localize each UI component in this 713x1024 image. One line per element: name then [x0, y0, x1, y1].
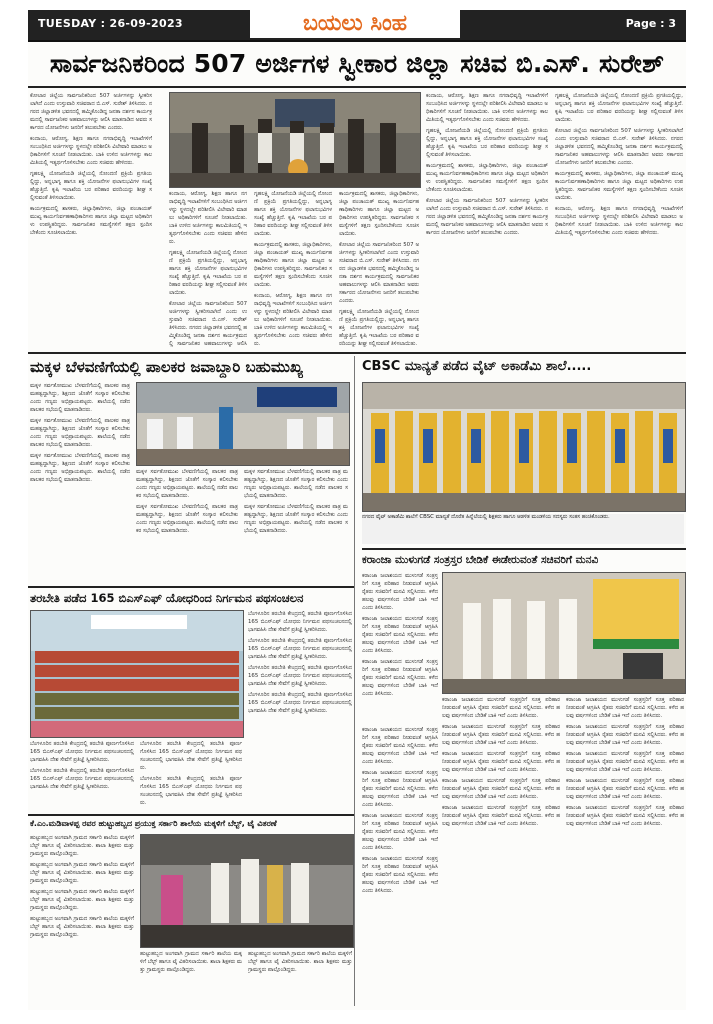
- lead-column-2: ಕಂದಾಯ, ಆರೋಗ್ಯ, ಶಿಕ್ಷಣ ಹಾಗೂ ನಗರಾಭಿವೃದ್ಧಿ ಇಲಾಖೆಗಳಿಗೆ ಸಂಬಂಧಿಸಿದ ಅರ್ಜಿಗಳನ್ನು ಸ್ಥಳದಲ್ಲೇ ಪರಿಶೀಲಿಸಿ ವಿಲೇವಾರಿ ಮಾಡಲು ಅಧಿಕಾರಿಗಳಿಗೆ ಸೂಚನೆ ನೀಡಲಾಯಿತು. ಬಾಕಿ ಉಳಿದ ಅರ್ಜಿಗಳನ್ನು ಕಾಲಮಿತಿಯಲ್ಲಿ ಇತ್ಯರ್ಥಗೊಳಿಸಬೇಕು ಎಂದು ಸಚಿವರು ಹೇಳಿದರು. ಗೃಹಲಕ್ಷ್ಮಿ ಯೋಜನೆಯಡಿ ಜಿಲ್ಲೆಯಲ್ಲಿ ನೋಂದಣಿ ಪ್ರಕ್ರಿಯೆ ಪ್ರಗತಿಯಲ್ಲಿದ್ದು, ಅನ್ನಭಾಗ್ಯ ಹಾಗೂ ಶಕ್ತಿ ಯೋಜನೆಗಳ ಫಲಾನುಭವಿಗಳ ಸಂಖ್ಯೆ ಹೆಚ್ಚುತ್ತಿದೆ. ಕೃಷಿ ಇಲಾಖೆಯ ಬರ ಪರಿಹಾರ ವರದಿಯನ್ನು ಶೀಘ್ರ ಸಲ್ಲಿಸುವಂತೆ ತಿಳಿಸಲಾಯಿತು. ಕೋಲಾರ ಜಿಲ್ಲೆಯ ಸಾರ್ವಜನಿಕರಿಂದ 507 ಅರ್ಜಿಗಳನ್ನು ಸ್ವೀಕರಿಸಲಾಗಿದೆ ಎಂದು ಉಸ್ತುವಾರಿ ಸಚಿವರಾದ ಬಿ.ಎಸ್. ಸುರೇಶ್ ತಿಳಿಸಿದರು. ನಗರದ ಜಿಲ್ಲಾಡಳಿತ ಭವನದಲ್ಲಿ ಹಮ್ಮಿಕೊಂಡಿದ್ದ ಜನತಾ ದರ್ಶನ ಕಾರ್ಯಕ್ರಮದಲ್ಲಿ ಸಾರ್ವಜನಿಕರ ಅಹವಾಲುಗಳನ್ನು ಆಲಿಸಿ: [169, 191, 247, 347]
- lead-column-5: ಕಂದಾಯ, ಆರೋಗ್ಯ, ಶಿಕ್ಷಣ ಹಾಗೂ ನಗರಾಭಿವೃದ್ಧಿ ಇಲಾಖೆಗಳಿಗೆ ಸಂಬಂಧಿಸಿದ ಅರ್ಜಿಗಳನ್ನು ಸ್ಥಳದಲ್ಲೇ ಪರಿಶೀಲಿಸಿ ವಿಲೇವಾರಿ ಮಾಡಲು ಅಧಿಕಾರಿಗಳಿಗೆ ಸೂಚನೆ ನೀಡಲಾಯಿತು. ಬಾಕಿ ಉಳಿದ ಅರ್ಜಿಗಳನ್ನು ಕಾಲಮಿತಿಯಲ್ಲಿ ಇತ್ಯರ್ಥಗೊಳಿಸಬೇಕು ಎಂದು ಸಚಿವರು ಹೇಳಿದರು. ಗೃಹಲಕ್ಷ್ಮಿ ಯೋಜನೆಯಡಿ ಜಿಲ್ಲೆಯಲ್ಲಿ ನೋಂದಣಿ ಪ್ರಕ್ರಿಯೆ ಪ್ರಗತಿಯಲ್ಲಿದ್ದು, ಅನ್ನಭಾಗ್ಯ ಹಾಗೂ ಶಕ್ತಿ ಯೋಜನೆಗಳ ಫಲಾನುಭವಿಗಳ ಸಂಖ್ಯೆ ಹೆಚ್ಚುತ್ತಿದೆ. ಕೃಷಿ ಇಲಾಖೆಯ ಬರ ಪರಿಹಾರ ವರದಿಯನ್ನು ಶೀಘ್ರ ಸಲ್ಲಿಸುವಂತೆ ತಿಳಿಸಲಾಯಿತು. ಕಾರ್ಯಕ್ರಮದಲ್ಲಿ ಶಾಸಕರು, ಜಿಲ್ಲಾಧಿಕಾರಿಗಳು, ಜಿಲ್ಲಾ ಪಂಚಾಯತ್ ಮುಖ್ಯ ಕಾರ್ಯನಿರ್ವಹಣಾಧಿಕಾರಿಗಳು ಹಾಗೂ ಜಿಲ್ಲಾ ಮಟ್ಟದ ಅಧಿಕಾರಿಗಳು ಉಪಸ್ಥಿತರಿದ್ದರು. ಸಾರ್ವಜನಿಕರ ಸಮಸ್ಯೆಗಳಿಗೆ ತಕ್ಷಣ ಸ್ಪಂದಿಸಬೇಕೆಂದು ಸೂಚಿಸಲಾಯಿತು. ಕೋಲಾರ ಜಿಲ್ಲೆಯ ಸಾರ್ವಜನಿಕರಿಂದ 507 ಅರ್ಜಿಗಳನ್ನು ಸ್ವೀಕರಿಸಲಾಗಿದೆ ಎಂದು ಉಸ್ತುವಾರಿ ಸಚಿವರಾದ ಬಿ.ಎಸ್. ಸುರೇಶ್ ತಿಳಿಸಿದರು. ನಗರದ ಜಿಲ್ಲಾಡಳಿತ ಭವನದಲ್ಲಿ ಹಮ್ಮಿಕೊಂಡಿದ್ದ ಜನತಾ ದರ್ಶನ ಕಾರ್ಯಕ್ರಮದಲ್ಲಿ ಸಾರ್ವಜನಿಕರ ಅಹವಾಲುಗಳನ್ನು ಆಲಿಸಿ ಮಾತನಾಡಿದ ಅವರು ಸರ್ಕಾರದ ಯೋಜನೆಗಳು ಜನರಿಗೆ ತಲುಪಬೇಕು ಎಂದರು.: [426, 93, 548, 236]
- divider: [28, 352, 686, 354]
- stage-photo-icon: [137, 383, 349, 465]
- story-birthday-title: ಕೆ.ಎಂ.ಮಡಿವಾಳಪ್ಪ ರವರ ಹುಟ್ಟುಹಬ್ಬದ ಪ್ರಯುಕ್ತ ಸರ್ಕಾರಿ ಶಾಲೆಯ ಮಕ್ಕಳಿಗೆ ಬೆಲ್ಟ್, ಟೈ ವಿತರಣೆ: [30, 819, 277, 828]
- story-bsf-body-3: ಬೆಂಗಳೂರಿನ ತರಬೇತಿ ಕೇಂದ್ರದಲ್ಲಿ ತರಬೇತಿ ಪೂರ್ಣಗೊಳಿಸಿದ 165 ಬಿಎಸ್ಎಫ್ ಯೋಧರು ನಿರ್ಗಮನ ಪಥಸಂಚಲನದಲ್ಲಿ ಭಾಗವಹಿಸಿ ದೇಶ ಸೇವೆಗೆ ಪ್ರತಿಜ್ಞೆ ಸ್ವೀಕರಿಸಿದರು. ಬೆಂಗಳೂರಿನ ತರಬೇತಿ ಕೇಂದ್ರದಲ್ಲಿ ತರಬೇತಿ ಪೂರ್ಣಗೊಳಿಸಿದ 165 ಬಿಎಸ್ಎಫ್ ಯೋಧರು ನಿರ್ಗಮನ ಪಥಸಂಚಲನದಲ್ಲಿ ಭಾಗವಹಿಸಿ ದೇಶ ಸೇವೆಗೆ ಪ್ರತಿಜ್ಞೆ ಸ್ವೀಕರಿಸಿದರು.: [140, 741, 242, 806]
- memorandum-photo-icon: [443, 573, 685, 693]
- story-birthday-body: ಹುಟ್ಟುಹಬ್ಬದ ಅಂಗವಾಗಿ ಗ್ರಾಮದ ಸರ್ಕಾರಿ ಶಾಲೆಯ ಮಕ್ಕಳಿಗೆ ಬೆಲ್ಟ್ ಹಾಗೂ ಟೈ ವಿತರಿಸಲಾಯಿತು. ಶಾಲಾ ಶಿಕ್ಷಕರು ಮತ್ತು ಗ್ರಾಮಸ್ಥರು ಪಾಲ್ಗೊಂಡಿದ್ದರು. ಹುಟ್ಟುಹಬ್ಬದ ಅಂಗವಾಗಿ ಗ್ರಾಮದ ಸರ್ಕಾರಿ ಶಾಲೆಯ ಮಕ್ಕಳಿಗೆ ಬೆಲ್ಟ್ ಹಾಗೂ ಟೈ ವಿತರಿಸಲಾಯಿತು. ಶಾಲಾ ಶಿಕ್ಷಕರು ಮತ್ತು ಗ್ರಾಮಸ್ಥರು ಪಾಲ್ಗೊಂಡಿದ್ದರು. ಹುಟ್ಟುಹಬ್ಬದ ಅಂಗವಾಗಿ ಗ್ರಾಮದ ಸರ್ಕಾರಿ ಶಾಲೆಯ ಮಕ್ಕಳಿಗೆ ಬೆಲ್ಟ್ ಹಾಗೂ ಟೈ ವಿತರಿಸಲಾಯಿತು. ಶಾಲಾ ಶಿಕ್ಷಕರು ಮತ್ತು ಗ್ರಾಮಸ್ಥರು ಪಾಲ್ಗೊಂಡಿದ್ದರು. ಹುಟ್ಟುಹಬ್ಬದ ಅಂಗವಾಗಿ ಗ್ರಾಮದ ಸರ್ಕಾರಿ ಶಾಲೆಯ ಮಕ್ಕಳಿಗೆ ಬೆಲ್ಟ್ ಹಾಗೂ ಟೈ ವಿತರಿಸಲಾಯಿತು. ಶಾಲಾ ಶಿಕ್ಷಕರು ಮತ್ತು ಗ್ರಾಮಸ್ಥರು ಪಾಲ್ಗೊಂಡಿದ್ದರು.: [30, 835, 134, 938]
- divider: [28, 86, 686, 88]
- masthead: [28, 10, 686, 42]
- parade-photo-icon: [31, 611, 243, 737]
- story-bsf-body-2: ಬೆಂಗಳೂರಿನ ತರಬೇತಿ ಕೇಂದ್ರದಲ್ಲಿ ತರಬೇತಿ ಪೂರ್ಣಗೊಳಿಸಿದ 165 ಬಿಎಸ್ಎಫ್ ಯೋಧರು ನಿರ್ಗಮನ ಪಥಸಂಚಲನದಲ್ಲಿ ಭಾಗವಹಿಸಿ ದೇಶ ಸೇವೆಗೆ ಪ್ರತಿಜ್ಞೆ ಸ್ವೀಕರಿಸಿದರು. ಬೆಂಗಳೂರಿನ ತರಬೇತಿ ಕೇಂದ್ರದಲ್ಲಿ ತರಬೇತಿ ಪೂರ್ಣಗೊಳಿಸಿದ 165 ಬಿಎಸ್ಎಫ್ ಯೋಧರು ನಿರ್ಗಮನ ಪಥಸಂಚಲನದಲ್ಲಿ ಭಾಗವಹಿಸಿ ದೇಶ ಸೇವೆಗೆ ಪ್ರತಿಜ್ಞೆ ಸ್ವೀಕರಿಸಿದರು.: [30, 741, 134, 790]
- story-karanja-body-4: ಕರಾಂಜಾ ಜಲಾಶಯದ ಮುಳುಗಡೆ ಸಂತ್ರಸ್ತರಿಗೆ ಸೂಕ್ತ ಪರಿಹಾರ ನೀಡುವಂತೆ ಆಗ್ರಹಿಸಿ ರೈತರು ಸಚಿವರಿಗೆ ಮನವಿ ಸಲ್ಲಿಸಿದರು. ಕಳೆದ ಹಲವು ವರ್ಷಗಳಿಂದ ಬೇಡಿಕೆ ಬಾಕಿ ಇದೆ ಎಂದು ತಿಳಿಸಿದರು. ಕರಾಂಜಾ ಜಲಾಶಯದ ಮುಳುಗಡೆ ಸಂತ್ರಸ್ತರಿಗೆ ಸೂಕ್ತ ಪರಿಹಾರ ನೀಡುವಂತೆ ಆಗ್ರಹಿಸಿ ರೈತರು ಸಚಿವರಿಗೆ ಮನವಿ ಸಲ್ಲಿಸಿದರು. ಕಳೆದ ಹಲವು ವರ್ಷಗಳಿಂದ ಬೇಡಿಕೆ ಬಾಕಿ ಇದೆ ಎಂದು ತಿಳಿಸಿದರು. ಕರಾಂಜಾ ಜಲಾಶಯದ ಮುಳುಗಡೆ ಸಂತ್ರಸ್ತರಿಗೆ ಸೂಕ್ತ ಪರಿಹಾರ ನೀಡುವಂತೆ ಆಗ್ರಹಿಸಿ ರೈತರು ಸಚಿವರಿಗೆ ಮನವಿ ಸಲ್ಲಿಸಿದರು. ಕಳೆದ ಹಲವು ವರ್ಷಗಳಿಂದ ಬೇಡಿಕೆ ಬಾಕಿ ಇದೆ ಎಂದು ತಿಳಿಸಿದರು. ಕರಾಂಜಾ ಜಲಾಶಯದ ಮುಳುಗಡೆ ಸಂತ್ರಸ್ತರಿಗೆ ಸೂಕ್ತ ಪರಿಹಾರ ನೀಡುವಂತೆ ಆಗ್ರಹಿಸಿ ರೈತರು ಸಚಿವರಿಗೆ ಮನವಿ ಸಲ್ಲಿಸಿದರು. ಕಳೆದ ಹಲವು ವರ್ಷಗಳಿಂದ ಬೇಡಿಕೆ ಬಾಕಿ ಇದೆ ಎಂದು ತಿಳಿಸಿದರು.: [362, 727, 438, 894]
- story-parents-photo: [136, 382, 350, 466]
- newspaper-page: [28, 10, 686, 1010]
- story-cbsc-photo: [362, 382, 686, 512]
- story-karanja-body-2: ಕರಾಂಜಾ ಜಲಾಶಯದ ಮುಳುಗಡೆ ಸಂತ್ರಸ್ತರಿಗೆ ಸೂಕ್ತ ಪರಿಹಾರ ನೀಡುವಂತೆ ಆಗ್ರಹಿಸಿ ರೈತರು ಸಚಿವರಿಗೆ ಮನವಿ ಸಲ್ಲಿಸಿದರು. ಕಳೆದ ಹಲವು ವರ್ಷಗಳಿಂದ ಬೇಡಿಕೆ ಬಾಕಿ ಇದೆ ಎಂದು ತಿಳಿಸಿದರು. ಕರಾಂಜಾ ಜಲಾಶಯದ ಮುಳುಗಡೆ ಸಂತ್ರಸ್ತರಿಗೆ ಸೂಕ್ತ ಪರಿಹಾರ ನೀಡುವಂತೆ ಆಗ್ರಹಿಸಿ ರೈತರು ಸಚಿವರಿಗೆ ಮನವಿ ಸಲ್ಲಿಸಿದರು. ಕಳೆದ ಹಲವು ವರ್ಷಗಳಿಂದ ಬೇಡಿಕೆ ಬಾಕಿ ಇದೆ ಎಂದು ತಿಳಿಸಿದರು. ಕರಾಂಜಾ ಜಲಾಶಯದ ಮುಳುಗಡೆ ಸಂತ್ರಸ್ತರಿಗೆ ಸೂಕ್ತ ಪರಿಹಾರ ನೀಡುವಂತೆ ಆಗ್ರಹಿಸಿ ರೈತರು ಸಚಿವರಿಗೆ ಮನವಿ ಸಲ್ಲಿಸಿದರು. ಕಳೆದ ಹಲವು ವರ್ಷಗಳಿಂದ ಬೇಡಿಕೆ ಬಾಕಿ ಇದೆ ಎಂದು ತಿಳಿಸಿದರು. ಕರಾಂಜಾ ಜಲಾಶಯದ ಮುಳುಗಡೆ ಸಂತ್ರಸ್ತರಿಗೆ ಸೂಕ್ತ ಪರಿಹಾರ ನೀಡುವಂತೆ ಆಗ್ರಹಿಸಿ ರೈತರು ಸಚಿವರಿಗೆ ಮನವಿ ಸಲ್ಲಿಸಿದರು. ಕಳೆದ ಹಲವು ವರ್ಷಗಳಿಂದ ಬೇಡಿಕೆ ಬಾಕಿ ಇದೆ ಎಂದು ತಿಳಿಸಿದರು. ಕರಾಂಜಾ ಜಲಾಶಯದ ಮುಳುಗಡೆ ಸಂತ್ರಸ್ತರಿಗೆ ಸೂಕ್ತ ಪರಿಹಾರ ನೀಡುವಂತೆ ಆಗ್ರಹಿಸಿ ರೈತರು ಸಚಿವರಿಗೆ ಮನವಿ ಸಲ್ಲಿಸಿದರು. ಕಳೆದ ಹಲವು ವರ್ಷಗಳಿಂದ ಬೇಡಿಕೆ ಬಾಕಿ ಇದೆ ಎಂದು ತಿಳಿಸಿದರು.: [442, 697, 560, 827]
- newspaper-logo: ಬಯಲು ಸಿಂಹ: [250, 8, 460, 38]
- story-birthday-photo: [140, 834, 354, 948]
- story-parents-body: ಮಕ್ಕಳ ಸರ್ವತೋಮುಖ ಬೆಳವಣಿಗೆಯಲ್ಲಿ ಪಾಲಕರ ಪಾತ್ರ ಮಹತ್ವದ್ದಾಗಿದ್ದು, ಶಿಕ್ಷಣದ ಜೊತೆಗೆ ಸಂಸ್ಕಾರ ಕಲಿಸಬೇಕು ಎಂದು ಗಣ್ಯರು ಅಭಿಪ್ರಾಯಪಟ್ಟರು. ಶಾಲೆಯಲ್ಲಿ ನಡೆದ ಪಾಲಕರ ಸಭೆಯಲ್ಲಿ ಮಾತನಾಡಿದರು. ಮಕ್ಕಳ ಸರ್ವತೋಮುಖ ಬೆಳವಣಿಗೆಯಲ್ಲಿ ಪಾಲಕರ ಪಾತ್ರ ಮಹತ್ವದ್ದಾಗಿದ್ದು, ಶಿಕ್ಷಣದ ಜೊತೆಗೆ ಸಂಸ್ಕಾರ ಕಲಿಸಬೇಕು ಎಂದು ಗಣ್ಯರು ಅಭಿಪ್ರಾಯಪಟ್ಟರು. ಶಾಲೆಯಲ್ಲಿ ನಡೆದ ಪಾಲಕರ ಸಭೆಯಲ್ಲಿ ಮಾತನಾಡಿದರು. ಮಕ್ಕಳ ಸರ್ವತೋಮುಖ ಬೆಳವಣಿಗೆಯಲ್ಲಿ ಪಾಲಕರ ಪಾತ್ರ ಮಹತ್ವದ್ದಾಗಿದ್ದು, ಶಿಕ್ಷಣದ ಜೊತೆಗೆ ಸಂಸ್ಕಾರ ಕಲಿಸಬೇಕು ಎಂದು ಗಣ್ಯರು ಅಭಿಪ್ರಾಯಪಟ್ಟರು. ಶಾಲೆಯಲ್ಲಿ ನಡೆದ ಪಾಲಕರ ಸಭೆಯಲ್ಲಿ ಮಾತನಾಡಿದರು.: [30, 383, 130, 483]
- lead-headline: ಸಾರ್ವಜನಿಕರಿಂದ 507 ಅರ್ಜಿಗಳ ಸ್ವೀಕಾರ ಜಿಲ್ಲಾ ಸಚಿವ ಬಿ.ಎಸ್. ಸುರೇಶ್: [49, 49, 665, 78]
- story-bsf-body: ಬೆಂಗಳೂರಿನ ತರಬೇತಿ ಕೇಂದ್ರದಲ್ಲಿ ತರಬೇತಿ ಪೂರ್ಣಗೊಳಿಸಿದ 165 ಬಿಎಸ್ಎಫ್ ಯೋಧರು ನಿರ್ಗಮನ ಪಥಸಂಚಲನದಲ್ಲಿ ಭಾಗವಹಿಸಿ ದೇಶ ಸೇವೆಗೆ ಪ್ರತಿಜ್ಞೆ ಸ್ವೀಕರಿಸಿದರು. ಬೆಂಗಳೂರಿನ ತರಬೇತಿ ಕೇಂದ್ರದಲ್ಲಿ ತರಬೇತಿ ಪೂರ್ಣಗೊಳಿಸಿದ 165 ಬಿಎಸ್ಎಫ್ ಯೋಧರು ನಿರ್ಗಮನ ಪಥಸಂಚಲನದಲ್ಲಿ ಭಾಗವಹಿಸಿ ದೇಶ ಸೇವೆಗೆ ಪ್ರತಿಜ್ಞೆ ಸ್ವೀಕರಿಸಿದರು. ಬೆಂಗಳೂರಿನ ತರಬೇತಿ ಕೇಂದ್ರದಲ್ಲಿ ತರಬೇತಿ ಪೂರ್ಣಗೊಳಿಸಿದ 165 ಬಿಎಸ್ಎಫ್ ಯೋಧರು ನಿರ್ಗಮನ ಪಥಸಂಚಲನದಲ್ಲಿ ಭಾಗವಹಿಸಿ ದೇಶ ಸೇವೆಗೆ ಪ್ರತಿಜ್ಞೆ ಸ್ವೀಕರಿಸಿದರು. ಬೆಂಗಳೂರಿನ ತರಬೇತಿ ಕೇಂದ್ರದಲ್ಲಿ ತರಬೇತಿ ಪೂರ್ಣಗೊಳಿಸಿದ 165 ಬಿಎಸ್ಎಫ್ ಯೋಧರು ನಿರ್ಗಮನ ಪಥಸಂಚಲನದಲ್ಲಿ ಭಾಗವಹಿಸಿ ದೇಶ ಸೇವೆಗೆ ಪ್ರತಿಜ್ಞೆ ಸ್ವೀಕರಿಸಿದರು.: [248, 611, 352, 714]
- story-bsf-title: ತರಬೇತಿ ಪಡೆದ 165 ಬಿಎಸ್ಎಫ್ ಯೋಧರಿಂದ ನಿರ್ಗಮನ ಪಥಸಂಚಲನ: [30, 591, 304, 605]
- story-cbsc-caption: ನಗರದ ವೈಟ್ ಅಕಾಡೆಮಿ ಶಾಲೆಗೆ CBSC ಮಾನ್ಯತೆ ದೊರೆತ ಹಿನ್ನೆಲೆಯಲ್ಲಿ ಶಿಕ್ಷಕರು ಹಾಗೂ ಆಡಳಿತ ಮಂಡಳಿಯ ಸದಸ್ಯರು ಸಂತಸ ಹಂಚಿಕೊಂಡರು.: [362, 514, 684, 544]
- lead-column-4: ಕಾರ್ಯಕ್ರಮದಲ್ಲಿ ಶಾಸಕರು, ಜಿಲ್ಲಾಧಿಕಾರಿಗಳು, ಜಿಲ್ಲಾ ಪಂಚಾಯತ್ ಮುಖ್ಯ ಕಾರ್ಯನಿರ್ವಹಣಾಧಿಕಾರಿಗಳು ಹಾಗೂ ಜಿಲ್ಲಾ ಮಟ್ಟದ ಅಧಿಕಾರಿಗಳು ಉಪಸ್ಥಿತರಿದ್ದರು. ಸಾರ್ವಜನಿಕರ ಸಮಸ್ಯೆಗಳಿಗೆ ತಕ್ಷಣ ಸ್ಪಂದಿಸಬೇಕೆಂದು ಸೂಚಿಸಲಾಯಿತು. ಕೋಲಾರ ಜಿಲ್ಲೆಯ ಸಾರ್ವಜನಿಕರಿಂದ 507 ಅರ್ಜಿಗಳನ್ನು ಸ್ವೀಕರಿಸಲಾಗಿದೆ ಎಂದು ಉಸ್ತುವಾರಿ ಸಚಿವರಾದ ಬಿ.ಎಸ್. ಸುರೇಶ್ ತಿಳಿಸಿದರು. ನಗರದ ಜಿಲ್ಲಾಡಳಿತ ಭವನದಲ್ಲಿ ಹಮ್ಮಿಕೊಂಡಿದ್ದ ಜನತಾ ದರ್ಶನ ಕಾರ್ಯಕ್ರಮದಲ್ಲಿ ಸಾರ್ವಜನಿಕರ ಅಹವಾಲುಗಳನ್ನು ಆಲಿಸಿ ಮಾತನಾಡಿದ ಅವರು ಸರ್ಕಾರದ ಯೋಜನೆಗಳು ಜನರಿಗೆ ತಲುಪಬೇಕು ಎಂದರು. ಗೃಹಲಕ್ಷ್ಮಿ ಯೋಜನೆಯಡಿ ಜಿಲ್ಲೆಯಲ್ಲಿ ನೋಂದಣಿ ಪ್ರಕ್ರಿಯೆ ಪ್ರಗತಿಯಲ್ಲಿದ್ದು, ಅನ್ನಭಾಗ್ಯ ಹಾಗೂ ಶಕ್ತಿ ಯೋಜನೆಗಳ ಫಲಾನುಭವಿಗಳ ಸಂಖ್ಯೆ ಹೆಚ್ಚುತ್ತಿದೆ. ಕೃಷಿ ಇಲಾಖೆಯ ಬರ ಪರಿಹಾರ ವರದಿಯನ್ನು ಶೀಘ್ರ ಸಲ್ಲಿಸುವಂತೆ ತಿಳಿಸಲಾಯಿತು.: [339, 191, 419, 347]
- lead-column-6: ಗೃಹಲಕ್ಷ್ಮಿ ಯೋಜನೆಯಡಿ ಜಿಲ್ಲೆಯಲ್ಲಿ ನೋಂದಣಿ ಪ್ರಕ್ರಿಯೆ ಪ್ರಗತಿಯಲ್ಲಿದ್ದು, ಅನ್ನಭಾಗ್ಯ ಹಾಗೂ ಶಕ್ತಿ ಯೋಜನೆಗಳ ಫಲಾನುಭವಿಗಳ ಸಂಖ್ಯೆ ಹೆಚ್ಚುತ್ತಿದೆ. ಕೃಷಿ ಇಲಾಖೆಯ ಬರ ಪರಿಹಾರ ವರದಿಯನ್ನು ಶೀಘ್ರ ಸಲ್ಲಿಸುವಂತೆ ತಿಳಿಸಲಾಯಿತು. ಕೋಲಾರ ಜಿಲ್ಲೆಯ ಸಾರ್ವಜನಿಕರಿಂದ 507 ಅರ್ಜಿಗಳನ್ನು ಸ್ವೀಕರಿಸಲಾಗಿದೆ ಎಂದು ಉಸ್ತುವಾರಿ ಸಚಿವರಾದ ಬಿ.ಎಸ್. ಸುರೇಶ್ ತಿಳಿಸಿದರು. ನಗರದ ಜಿಲ್ಲಾಡಳಿತ ಭವನದಲ್ಲಿ ಹಮ್ಮಿಕೊಂಡಿದ್ದ ಜನತಾ ದರ್ಶನ ಕಾರ್ಯಕ್ರಮದಲ್ಲಿ ಸಾರ್ವಜನಿಕರ ಅಹವಾಲುಗಳನ್ನು ಆಲಿಸಿ ಮಾತನಾಡಿದ ಅವರು ಸರ್ಕಾರದ ಯೋಜನೆಗಳು ಜನರಿಗೆ ತಲುಪಬೇಕು ಎಂದರು. ಕಾರ್ಯಕ್ರಮದಲ್ಲಿ ಶಾಸಕರು, ಜಿಲ್ಲಾಧಿಕಾರಿಗಳು, ಜಿಲ್ಲಾ ಪಂಚಾಯತ್ ಮುಖ್ಯ ಕಾರ್ಯನಿರ್ವಹಣಾಧಿಕಾರಿಗಳು ಹಾಗೂ ಜಿಲ್ಲಾ ಮಟ್ಟದ ಅಧಿಕಾರಿಗಳು ಉಪಸ್ಥಿತರಿದ್ದರು. ಸಾರ್ವಜನಿಕರ ಸಮಸ್ಯೆಗಳಿಗೆ ತಕ್ಷಣ ಸ್ಪಂದಿಸಬೇಕೆಂದು ಸೂಚಿಸಲಾಯಿತು. ಕಂದಾಯ, ಆರೋಗ್ಯ, ಶಿಕ್ಷಣ ಹಾಗೂ ನಗರಾಭಿವೃದ್ಧಿ ಇಲಾಖೆಗಳಿಗೆ ಸಂಬಂಧಿಸಿದ ಅರ್ಜಿಗಳನ್ನು ಸ್ಥಳದಲ್ಲೇ ಪರಿಶೀಲಿಸಿ ವಿಲೇವಾರಿ ಮಾಡಲು ಅಧಿಕಾರಿಗಳಿಗೆ ಸೂಚನೆ ನೀಡಲಾಯಿತು. ಬಾಕಿ ಉಳಿದ ಅರ್ಜಿಗಳನ್ನು ಕಾಲಮಿತಿಯಲ್ಲಿ ಇತ್ಯರ್ಥಗೊಳಿಸಬೇಕು ಎಂದು ಸಚಿವರು ಹೇಳಿದರು.: [555, 93, 683, 236]
- school-event-photo-icon: [141, 835, 353, 947]
- story-parents-body-3: ಮಕ್ಕಳ ಸರ್ವತೋಮುಖ ಬೆಳವಣಿಗೆಯಲ್ಲಿ ಪಾಲಕರ ಪಾತ್ರ ಮಹತ್ವದ್ದಾಗಿದ್ದು, ಶಿಕ್ಷಣದ ಜೊತೆಗೆ ಸಂಸ್ಕಾರ ಕಲಿಸಬೇಕು ಎಂದು ಗಣ್ಯರು ಅಭಿಪ್ರಾಯಪಟ್ಟರು. ಶಾಲೆಯಲ್ಲಿ ನಡೆದ ಪಾಲಕರ ಸಭೆಯಲ್ಲಿ ಮಾತನಾಡಿದರು. ಮಕ್ಕಳ ಸರ್ವತೋಮುಖ ಬೆಳವಣಿಗೆಯಲ್ಲಿ ಪಾಲಕರ ಪಾತ್ರ ಮಹತ್ವದ್ದಾಗಿದ್ದು, ಶಿಕ್ಷಣದ ಜೊತೆಗೆ ಸಂಸ್ಕಾರ ಕಲಿಸಬೇಕು ಎಂದು ಗಣ್ಯರು ಅಭಿಪ್ರಾಯಪಟ್ಟರು. ಶಾಲೆಯಲ್ಲಿ ನಡೆದ ಪಾಲಕರ ಸಭೆಯಲ್ಲಿ ಮಾತನಾಡಿದರು.: [244, 469, 348, 534]
- story-birthday-body-2: ಹುಟ್ಟುಹಬ್ಬದ ಅಂಗವಾಗಿ ಗ್ರಾಮದ ಸರ್ಕಾರಿ ಶಾಲೆಯ ಮಕ್ಕಳಿಗೆ ಬೆಲ್ಟ್ ಹಾಗೂ ಟೈ ವಿತರಿಸಲಾಯಿತು. ಶಾಲಾ ಶಿಕ್ಷಕರು ಮತ್ತು ಗ್ರಾಮಸ್ಥರು ಪಾಲ್ಗೊಂಡಿದ್ದರು.: [140, 951, 242, 973]
- story-karanja-body-3: ಕರಾಂಜಾ ಜಲಾಶಯದ ಮುಳುಗಡೆ ಸಂತ್ರಸ್ತರಿಗೆ ಸೂಕ್ತ ಪರಿಹಾರ ನೀಡುವಂತೆ ಆಗ್ರಹಿಸಿ ರೈತರು ಸಚಿವರಿಗೆ ಮನವಿ ಸಲ್ಲಿಸಿದರು. ಕಳೆದ ಹಲವು ವರ್ಷಗಳಿಂದ ಬೇಡಿಕೆ ಬಾಕಿ ಇದೆ ಎಂದು ತಿಳಿಸಿದರು. ಕರಾಂಜಾ ಜಲಾಶಯದ ಮುಳುಗಡೆ ಸಂತ್ರಸ್ತರಿಗೆ ಸೂಕ್ತ ಪರಿಹಾರ ನೀಡುವಂತೆ ಆಗ್ರಹಿಸಿ ರೈತರು ಸಚಿವರಿಗೆ ಮನವಿ ಸಲ್ಲಿಸಿದರು. ಕಳೆದ ಹಲವು ವರ್ಷಗಳಿಂದ ಬೇಡಿಕೆ ಬಾಕಿ ಇದೆ ಎಂದು ತಿಳಿಸಿದರು. ಕರಾಂಜಾ ಜಲಾಶಯದ ಮುಳುಗಡೆ ಸಂತ್ರಸ್ತರಿಗೆ ಸೂಕ್ತ ಪರಿಹಾರ ನೀಡುವಂತೆ ಆಗ್ರಹಿಸಿ ರೈತರು ಸಚಿವರಿಗೆ ಮನವಿ ಸಲ್ಲಿಸಿದರು. ಕಳೆದ ಹಲವು ವರ್ಷಗಳಿಂದ ಬೇಡಿಕೆ ಬಾಕಿ ಇದೆ ಎಂದು ತಿಳಿಸಿದರು. ಕರಾಂಜಾ ಜಲಾಶಯದ ಮುಳುಗಡೆ ಸಂತ್ರಸ್ತರಿಗೆ ಸೂಕ್ತ ಪರಿಹಾರ ನೀಡುವಂತೆ ಆಗ್ರಹಿಸಿ ರೈತರು ಸಚಿವರಿಗೆ ಮನವಿ ಸಲ್ಲಿಸಿದರು. ಕಳೆದ ಹಲವು ವರ್ಷಗಳಿಂದ ಬೇಡಿಕೆ ಬಾಕಿ ಇದೆ ಎಂದು ತಿಳಿಸಿದರು. ಕರಾಂಜಾ ಜಲಾಶಯದ ಮುಳುಗಡೆ ಸಂತ್ರಸ್ತರಿಗೆ ಸೂಕ್ತ ಪರಿಹಾರ ನೀಡುವಂತೆ ಆಗ್ರಹಿಸಿ ರೈತರು ಸಚಿವರಿಗೆ ಮನವಿ ಸಲ್ಲಿಸಿದರು. ಕಳೆದ ಹಲವು ವರ್ಷಗಳಿಂದ ಬೇಡಿಕೆ ಬಾಕಿ ಇದೆ ಎಂದು ತಿಳಿಸಿದರು.: [566, 697, 684, 827]
- lead-column-1: ಕೋಲಾರ ಜಿಲ್ಲೆಯ ಸಾರ್ವಜನಿಕರಿಂದ 507 ಅರ್ಜಿಗಳನ್ನು ಸ್ವೀಕರಿಸಲಾಗಿದೆ ಎಂದು ಉಸ್ತುವಾರಿ ಸಚಿವರಾದ ಬಿ.ಎಸ್. ಸುರೇಶ್ ತಿಳಿಸಿದರು. ನಗರದ ಜಿಲ್ಲಾಡಳಿತ ಭವನದಲ್ಲಿ ಹಮ್ಮಿಕೊಂಡಿದ್ದ ಜನತಾ ದರ್ಶನ ಕಾರ್ಯಕ್ರಮದಲ್ಲಿ ಸಾರ್ವಜನಿಕರ ಅಹವಾಲುಗಳನ್ನು ಆಲಿಸಿ ಮಾತನಾಡಿದ ಅವರು ಸರ್ಕಾರದ ಯೋಜನೆಗಳು ಜನರಿಗೆ ತಲುಪಬೇಕು ಎಂದರು. ಕಂದಾಯ, ಆರೋಗ್ಯ, ಶಿಕ್ಷಣ ಹಾಗೂ ನಗರಾಭಿವೃದ್ಧಿ ಇಲಾಖೆಗಳಿಗೆ ಸಂಬಂಧಿಸಿದ ಅರ್ಜಿಗಳನ್ನು ಸ್ಥಳದಲ್ಲೇ ಪರಿಶೀಲಿಸಿ ವಿಲೇವಾರಿ ಮಾಡಲು ಅಧಿಕಾರಿಗಳಿಗೆ ಸೂಚನೆ ನೀಡಲಾಯಿತು. ಬಾಕಿ ಉಳಿದ ಅರ್ಜಿಗಳನ್ನು ಕಾಲಮಿತಿಯಲ್ಲಿ ಇತ್ಯರ್ಥಗೊಳಿಸಬೇಕು ಎಂದು ಸಚಿವರು ಹೇಳಿದರು. ಗೃಹಲಕ್ಷ್ಮಿ ಯೋಜನೆಯಡಿ ಜಿಲ್ಲೆಯಲ್ಲಿ ನೋಂದಣಿ ಪ್ರಕ್ರಿಯೆ ಪ್ರಗತಿಯಲ್ಲಿದ್ದು, ಅನ್ನಭಾಗ್ಯ ಹಾಗೂ ಶಕ್ತಿ ಯೋಜನೆಗಳ ಫಲಾನುಭವಿಗಳ ಸಂಖ್ಯೆ ಹೆಚ್ಚುತ್ತಿದೆ. ಕೃಷಿ ಇಲಾಖೆಯ ಬರ ಪರಿಹಾರ ವರದಿಯನ್ನು ಶೀಘ್ರ ಸಲ್ಲಿಸುವಂತೆ ತಿಳಿಸಲಾಯಿತು. ಕಾರ್ಯಕ್ರಮದಲ್ಲಿ ಶಾಸಕರು, ಜಿಲ್ಲಾಧಿಕಾರಿಗಳು, ಜಿಲ್ಲಾ ಪಂಚಾಯತ್ ಮುಖ್ಯ ಕಾರ್ಯನಿರ್ವಹಣಾಧಿಕಾರಿಗಳು ಹಾಗೂ ಜಿಲ್ಲಾ ಮಟ್ಟದ ಅಧಿಕಾರಿಗಳು ಉಪಸ್ಥಿತರಿದ್ದರು. ಸಾರ್ವಜನಿಕರ ಸಮಸ್ಯೆಗಳಿಗೆ ತಕ್ಷಣ ಸ್ಪಂದಿಸಬೇಕೆಂದು ಸೂಚಿಸಲಾಯಿತು.: [30, 93, 152, 236]
- story-parents-title: ಮಕ್ಕಳ ಬೆಳವಣಿಗೆಯಲ್ಲಿ ಪಾಲಕರ ಜವಾಬ್ದಾರಿ ಬಹುಮುಖ್ಯ: [30, 358, 303, 376]
- column-rule: [354, 356, 355, 1006]
- issue-date: TUESDAY : 26-09-2023: [38, 17, 183, 30]
- lead-column-3: ಗೃಹಲಕ್ಷ್ಮಿ ಯೋಜನೆಯಡಿ ಜಿಲ್ಲೆಯಲ್ಲಿ ನೋಂದಣಿ ಪ್ರಕ್ರಿಯೆ ಪ್ರಗತಿಯಲ್ಲಿದ್ದು, ಅನ್ನಭಾಗ್ಯ ಹಾಗೂ ಶಕ್ತಿ ಯೋಜನೆಗಳ ಫಲಾನುಭವಿಗಳ ಸಂಖ್ಯೆ ಹೆಚ್ಚುತ್ತಿದೆ. ಕೃಷಿ ಇಲಾಖೆಯ ಬರ ಪರಿಹಾರ ವರದಿಯನ್ನು ಶೀಘ್ರ ಸಲ್ಲಿಸುವಂತೆ ತಿಳಿಸಲಾಯಿತು. ಕಾರ್ಯಕ್ರಮದಲ್ಲಿ ಶಾಸಕರು, ಜಿಲ್ಲಾಧಿಕಾರಿಗಳು, ಜಿಲ್ಲಾ ಪಂಚಾಯತ್ ಮುಖ್ಯ ಕಾರ್ಯನಿರ್ವಹಣಾಧಿಕಾರಿಗಳು ಹಾಗೂ ಜಿಲ್ಲಾ ಮಟ್ಟದ ಅಧಿಕಾರಿಗಳು ಉಪಸ್ಥಿತರಿದ್ದರು. ಸಾರ್ವಜನಿಕರ ಸಮಸ್ಯೆಗಳಿಗೆ ತಕ್ಷಣ ಸ್ಪಂದಿಸಬೇಕೆಂದು ಸೂಚಿಸಲಾಯಿತು. ಕಂದಾಯ, ಆರೋಗ್ಯ, ಶಿಕ್ಷಣ ಹಾಗೂ ನಗರಾಭಿವೃದ್ಧಿ ಇಲಾಖೆಗಳಿಗೆ ಸಂಬಂಧಿಸಿದ ಅರ್ಜಿಗಳನ್ನು ಸ್ಥಳದಲ್ಲೇ ಪರಿಶೀಲಿಸಿ ವಿಲೇವಾರಿ ಮಾಡಲು ಅಧಿಕಾರಿಗಳಿಗೆ ಸೂಚನೆ ನೀಡಲಾಯಿತು. ಬಾಕಿ ಉಳಿದ ಅರ್ಜಿಗಳನ್ನು ಕಾಲಮಿತಿಯಲ್ಲಿ ಇತ್ಯರ್ಥಗೊಳಿಸಬೇಕು ಎಂದು ಸಚಿವರು ಹೇಳಿದರು.: [254, 191, 332, 347]
- story-karanja-photo: [442, 572, 686, 694]
- lead-photo: [169, 92, 421, 188]
- meeting-photo-icon: [170, 93, 420, 187]
- story-cbsc-title: CBSC ಮಾನ್ಯತೆ ಪಡೆದ ವೈಟ್ ಅಕಾಡೆಮಿ ಶಾಲೆ.....: [362, 359, 592, 374]
- story-parents-body-2: ಮಕ್ಕಳ ಸರ್ವತೋಮುಖ ಬೆಳವಣಿಗೆಯಲ್ಲಿ ಪಾಲಕರ ಪಾತ್ರ ಮಹತ್ವದ್ದಾಗಿದ್ದು, ಶಿಕ್ಷಣದ ಜೊತೆಗೆ ಸಂಸ್ಕಾರ ಕಲಿಸಬೇಕು ಎಂದು ಗಣ್ಯರು ಅಭಿಪ್ರಾಯಪಟ್ಟರು. ಶಾಲೆಯಲ್ಲಿ ನಡೆದ ಪಾಲಕರ ಸಭೆಯಲ್ಲಿ ಮಾತನಾಡಿದರು. ಮಕ್ಕಳ ಸರ್ವತೋಮುಖ ಬೆಳವಣಿಗೆಯಲ್ಲಿ ಪಾಲಕರ ಪಾತ್ರ ಮಹತ್ವದ್ದಾಗಿದ್ದು, ಶಿಕ್ಷಣದ ಜೊತೆಗೆ ಸಂಸ್ಕಾರ ಕಲಿಸಬೇಕು ಎಂದು ಗಣ್ಯರು ಅಭಿಪ್ರಾಯಪಟ್ಟರು. ಶಾಲೆಯಲ್ಲಿ ನಡೆದ ಪಾಲಕರ ಸಭೆಯಲ್ಲಿ ಮಾತನಾಡಿದರು.: [136, 469, 238, 534]
- story-karanja-body: ಕರಾಂಜಾ ಜಲಾಶಯದ ಮುಳುಗಡೆ ಸಂತ್ರಸ್ತರಿಗೆ ಸೂಕ್ತ ಪರಿಹಾರ ನೀಡುವಂತೆ ಆಗ್ರಹಿಸಿ ರೈತರು ಸಚಿವರಿಗೆ ಮನವಿ ಸಲ್ಲಿಸಿದರು. ಕಳೆದ ಹಲವು ವರ್ಷಗಳಿಂದ ಬೇಡಿಕೆ ಬಾಕಿ ಇದೆ ಎಂದು ತಿಳಿಸಿದರು. ಕರಾಂಜಾ ಜಲಾಶಯದ ಮುಳುಗಡೆ ಸಂತ್ರಸ್ತರಿಗೆ ಸೂಕ್ತ ಪರಿಹಾರ ನೀಡುವಂತೆ ಆಗ್ರಹಿಸಿ ರೈತರು ಸಚಿವರಿಗೆ ಮನವಿ ಸಲ್ಲಿಸಿದರು. ಕಳೆದ ಹಲವು ವರ್ಷಗಳಿಂದ ಬೇಡಿಕೆ ಬಾಕಿ ಇದೆ ಎಂದು ತಿಳಿಸಿದರು. ಕರಾಂಜಾ ಜಲಾಶಯದ ಮುಳುಗಡೆ ಸಂತ್ರಸ್ತರಿಗೆ ಸೂಕ್ತ ಪರಿಹಾರ ನೀಡುವಂತೆ ಆಗ್ರಹಿಸಿ ರೈತರು ಸಚಿವರಿಗೆ ಮನವಿ ಸಲ್ಲಿಸಿದರು. ಕಳೆದ ಹಲವು ವರ್ಷಗಳಿಂದ ಬೇಡಿಕೆ ಬಾಕಿ ಇದೆ ಎಂದು ತಿಳಿಸಿದರು.: [362, 573, 438, 697]
- story-bsf-photo: [30, 610, 244, 738]
- story-birthday-body-3: ಹುಟ್ಟುಹಬ್ಬದ ಅಂಗವಾಗಿ ಗ್ರಾಮದ ಸರ್ಕಾರಿ ಶಾಲೆಯ ಮಕ್ಕಳಿಗೆ ಬೆಲ್ಟ್ ಹಾಗೂ ಟೈ ವಿತರಿಸಲಾಯಿತು. ಶಾಲಾ ಶಿಕ್ಷಕರು ಮತ್ತು ಗ್ರಾಮಸ್ಥರು ಪಾಲ್ಗೊಂಡಿದ್ದರು.: [248, 951, 352, 973]
- story-karanja-title: ಕರಾಂಜಾ ಮುಳುಗಡೆ ಸಂತ್ರಸ್ತರ ಬೇಡಿಕೆ ಈಡೇರುವಂತೆ ಸಚಿವರಿಗೆ ಮನವಿ: [362, 554, 599, 566]
- page-number: Page : 3: [625, 17, 676, 30]
- group-photo-icon: [363, 383, 685, 511]
